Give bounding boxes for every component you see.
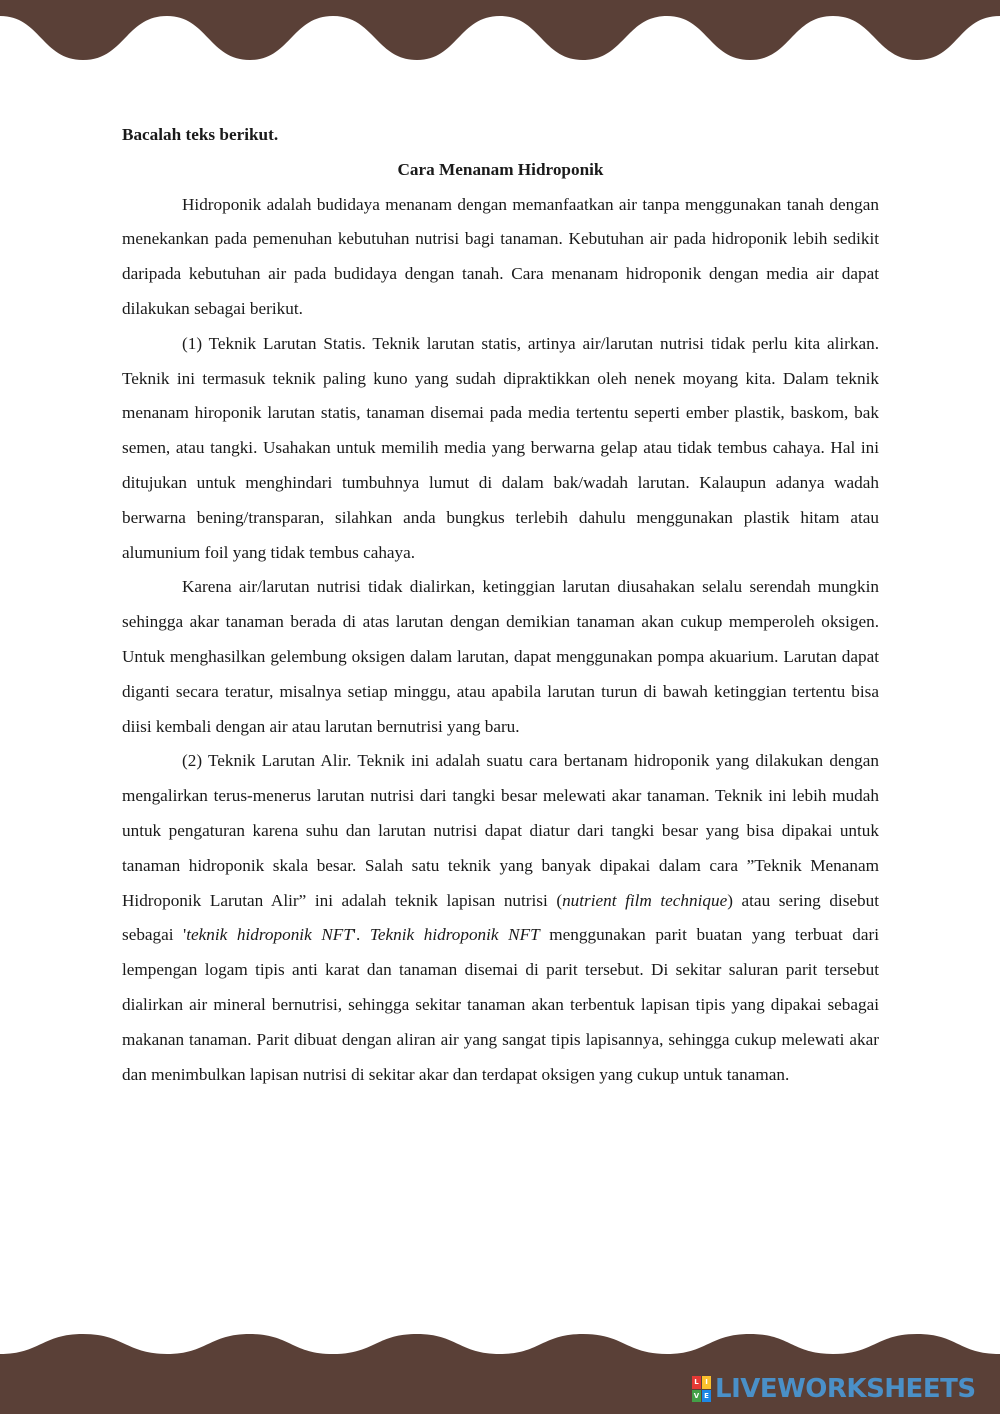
logo-mark-letter: V: [692, 1390, 701, 1403]
italic-run: Teknik hidroponik NFT: [369, 925, 540, 945]
logo-mark-letter: L: [692, 1376, 701, 1389]
italic-run: nutrient film technique: [562, 890, 728, 910]
text-run: ) atau sering disebut sebagai ': [122, 890, 879, 945]
text-run: (2) Teknik Larutan Alir. Teknik ini adalah suatu cara bertanam hidroponik yang dilakukan dengan mengalirkan terus-menerus larutan nutrisi dari tangki besar melewati akar tanaman. Teknik ini lebih mudah untuk pengaturan karena suhu dan larutan nutrisi dapat diatur dari tangki besar yang bisa dipakai untuk tanaman hidroponik skala besar. Salah satu teknik yang banyak dipakai dalam cara ”Teknik Menanam Hidroponik Larutan Alir” ini adalah teknik lapisan nutrisi (: [122, 751, 879, 910]
instruction-text: Bacalah teks berikut.: [122, 125, 279, 144]
logo-mark-letter: E: [702, 1390, 711, 1403]
logo-text: LIVEWORKSHEETS: [715, 1374, 976, 1404]
document-body: [122, 118, 879, 1092]
paragraph: [122, 570, 879, 744]
document-title: Cara Menanam Hidroponik: [397, 159, 604, 179]
paragraph: [122, 744, 879, 1092]
text-run: Hidroponik adalah budidaya menanam dengan memanfaatkan air tanpa menggunakan tanah dengan menekankan pada pemenuhan kebutuhan nutrisi bagi tanaman. Kebutuhan air pada hidroponik lebih sedikit daripada kebutuhan air pada budidaya dengan tanah. Cara menanam hidroponik dengan media air dapat dilakukan sebagai berikut.: [122, 194, 879, 318]
italic-run: teknik hidroponik NFT: [186, 925, 353, 945]
logo-mark-letter: I: [702, 1376, 711, 1389]
logo-mark-icon: [692, 1376, 711, 1402]
top-wave-shape: [0, 0, 1000, 60]
text-run: menggunakan parit buatan yang terbuat dari lempengan logam tipis anti karat dan tanaman disemai di parit tersebut. Di sekitar saluran parit tersebut dialirkan air mineral bernutrisi, sehingga sekitar tanaman akan terbentuk lapisan tipis yang dipakai sebagai makanan tanaman. Parit dibuat dengan aliran air yang sangat tipis lapisannya, sehingga cukup melewati akar dan menimbulkan lapisan nutrisi di sekitar akar dan terdapat oksigen yang cukup untuk tanaman.: [122, 925, 879, 1084]
liveworksheets-logo[interactable]: [692, 1374, 976, 1404]
top-wave-border: [0, 0, 1000, 110]
paragraph: [122, 188, 879, 327]
paragraph-list: [122, 188, 879, 1093]
text-run: (1) Teknik Larutan Statis. Teknik larutan statis, artinya air/larutan nutrisi tidak perlu kita alirkan. Teknik ini termasuk teknik paling kuno yang sudah dipraktikkan oleh nenek moyang kita. Dalam teknik menanam hiroponik larutan statis, tanaman disemai pada media tertentu seperti ember plastik, baskom, bak semen, atau tangki. Usahakan untuk memilih media yang berwarna gelap atau tidak tembus cahaya. Hal ini ditujukan untuk menghindari tumbuhnya lumut di dalam bak/wadah larutan. Kalaupun adanya wadah berwarna bening/transparan, silahkan anda bungkus terlebih dahulu menggunakan plastik hitam atau alumunium foil yang tidak tembus cahaya.: [122, 333, 879, 562]
text-run: Karena air/larutan nutrisi tidak dialirkan, ketinggian larutan diusahakan selalu serendah mungkin sehingga akar tanaman berada di atas larutan dengan demikian tanaman akan cukup memperoleh oksigen. Untuk menghasilkan gelembung oksigen dalam larutan, dapat menggunakan pompa akuarium. Larutan dapat diganti secara teratur, misalnya setiap minggu, atau apabila larutan turun di bawah ketinggian tertentu bisa diisi kembali dengan air atau larutan bernutrisi yang baru.: [122, 577, 879, 736]
paragraph: [122, 327, 879, 571]
text-run: '.: [352, 925, 370, 945]
